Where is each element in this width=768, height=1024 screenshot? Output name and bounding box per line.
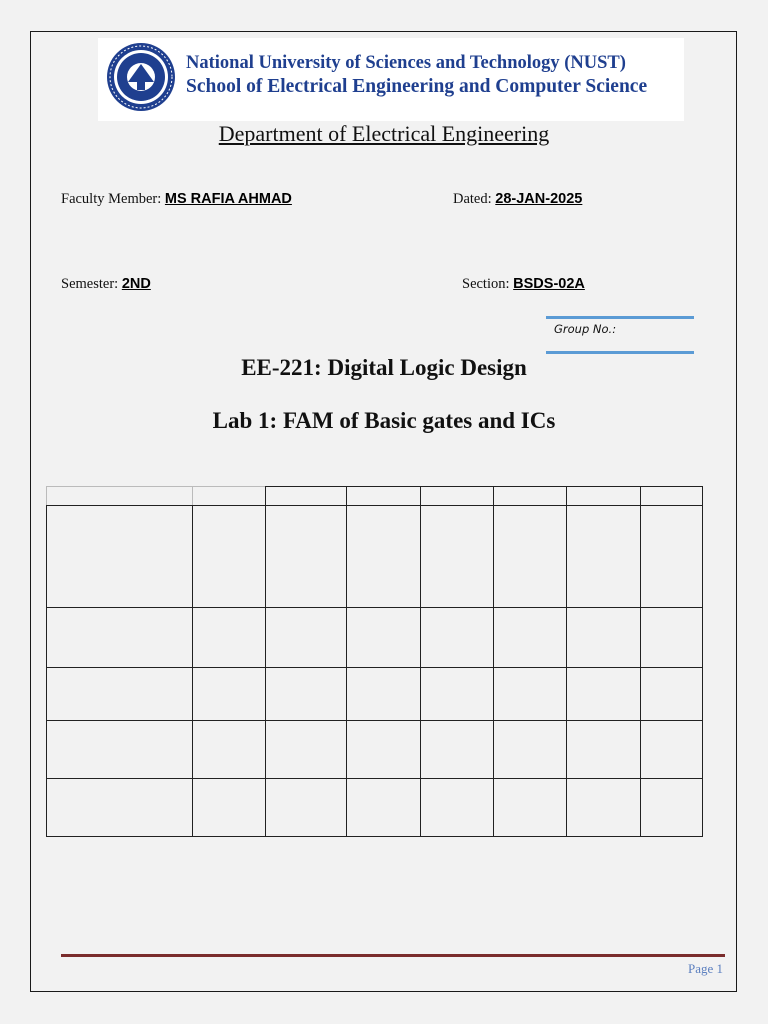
dated-value: 28-JAN-2025 bbox=[495, 191, 583, 207]
table-cell bbox=[641, 668, 703, 721]
table-cell bbox=[47, 608, 193, 668]
dated-field bbox=[453, 191, 582, 208]
section-value: BSDS-02A bbox=[513, 276, 585, 292]
table-cell bbox=[193, 779, 266, 837]
table-cell bbox=[47, 721, 193, 779]
section-field bbox=[462, 276, 585, 293]
table-cell bbox=[641, 779, 703, 837]
table-header-row bbox=[47, 487, 703, 506]
table-cell bbox=[567, 779, 641, 837]
table-cell bbox=[421, 668, 494, 721]
lab-title: Lab 1: FAM of Basic gates and ICs bbox=[212, 408, 556, 433]
group-label: Group No.: bbox=[554, 322, 617, 336]
group-number-box[interactable] bbox=[546, 316, 694, 354]
table-cell bbox=[567, 487, 641, 506]
table-cell bbox=[421, 779, 494, 837]
table-cell bbox=[494, 721, 567, 779]
table-cell bbox=[567, 668, 641, 721]
table-cell bbox=[421, 487, 494, 506]
table-cell bbox=[347, 668, 421, 721]
table-cell bbox=[47, 487, 193, 506]
table-cell bbox=[266, 668, 347, 721]
table-cell bbox=[266, 779, 347, 837]
table-cell bbox=[193, 487, 266, 506]
table-cell bbox=[641, 487, 703, 506]
semester-field bbox=[61, 276, 151, 293]
table-cell bbox=[494, 668, 567, 721]
semester-label: Semester: bbox=[61, 276, 119, 292]
university-name: National University of Sciences and Technology (NUST) bbox=[186, 53, 626, 73]
table-cell bbox=[193, 608, 266, 668]
table-cell bbox=[47, 668, 193, 721]
table-cell bbox=[641, 721, 703, 779]
table-cell bbox=[421, 506, 494, 608]
table-cell bbox=[193, 721, 266, 779]
group-box-top-line bbox=[546, 316, 694, 319]
table-cell bbox=[494, 506, 567, 608]
table-cell bbox=[266, 487, 347, 506]
table-cell bbox=[641, 608, 703, 668]
university-banner bbox=[98, 38, 684, 121]
footer-divider bbox=[61, 954, 725, 957]
table-cell bbox=[47, 779, 193, 837]
faculty-value: MS RAFIA AHMAD bbox=[164, 191, 292, 207]
table-row bbox=[47, 779, 703, 837]
table-cell bbox=[347, 608, 421, 668]
table-cell bbox=[347, 506, 421, 608]
faculty-field bbox=[61, 191, 292, 208]
faculty-label: Faculty Member: bbox=[61, 191, 162, 207]
table-row bbox=[47, 608, 703, 668]
page-number: Page 1 bbox=[687, 961, 723, 976]
table-cell bbox=[266, 721, 347, 779]
course-title: EE-221: Digital Logic Design bbox=[241, 355, 527, 380]
table-cell bbox=[347, 487, 421, 506]
table-cell bbox=[567, 721, 641, 779]
table-row bbox=[47, 668, 703, 721]
semester-value: 2ND bbox=[121, 276, 151, 292]
table-cell bbox=[193, 506, 266, 608]
table-cell bbox=[347, 779, 421, 837]
table-cell bbox=[193, 668, 266, 721]
table-cell bbox=[494, 779, 567, 837]
table-cell bbox=[266, 608, 347, 668]
group-box-bottom-line bbox=[546, 351, 694, 354]
table-cell bbox=[494, 608, 567, 668]
table-cell bbox=[421, 721, 494, 779]
section-label: Section: bbox=[462, 276, 510, 292]
table-cell bbox=[347, 721, 421, 779]
school-name: School of Electrical Engineering and Computer Science bbox=[186, 76, 648, 97]
department-title: Department of Electrical Engineering bbox=[218, 121, 550, 146]
table-cell bbox=[567, 506, 641, 608]
table-cell bbox=[494, 487, 567, 506]
table-cell bbox=[641, 506, 703, 608]
table-cell bbox=[266, 506, 347, 608]
table-cell bbox=[567, 608, 641, 668]
marks-table bbox=[46, 486, 703, 837]
dated-label: Dated: bbox=[453, 191, 492, 207]
table-cell bbox=[421, 608, 494, 668]
table-row bbox=[47, 721, 703, 779]
nust-seal-icon bbox=[106, 42, 176, 112]
table-cell bbox=[47, 506, 193, 608]
table-row bbox=[47, 506, 703, 608]
